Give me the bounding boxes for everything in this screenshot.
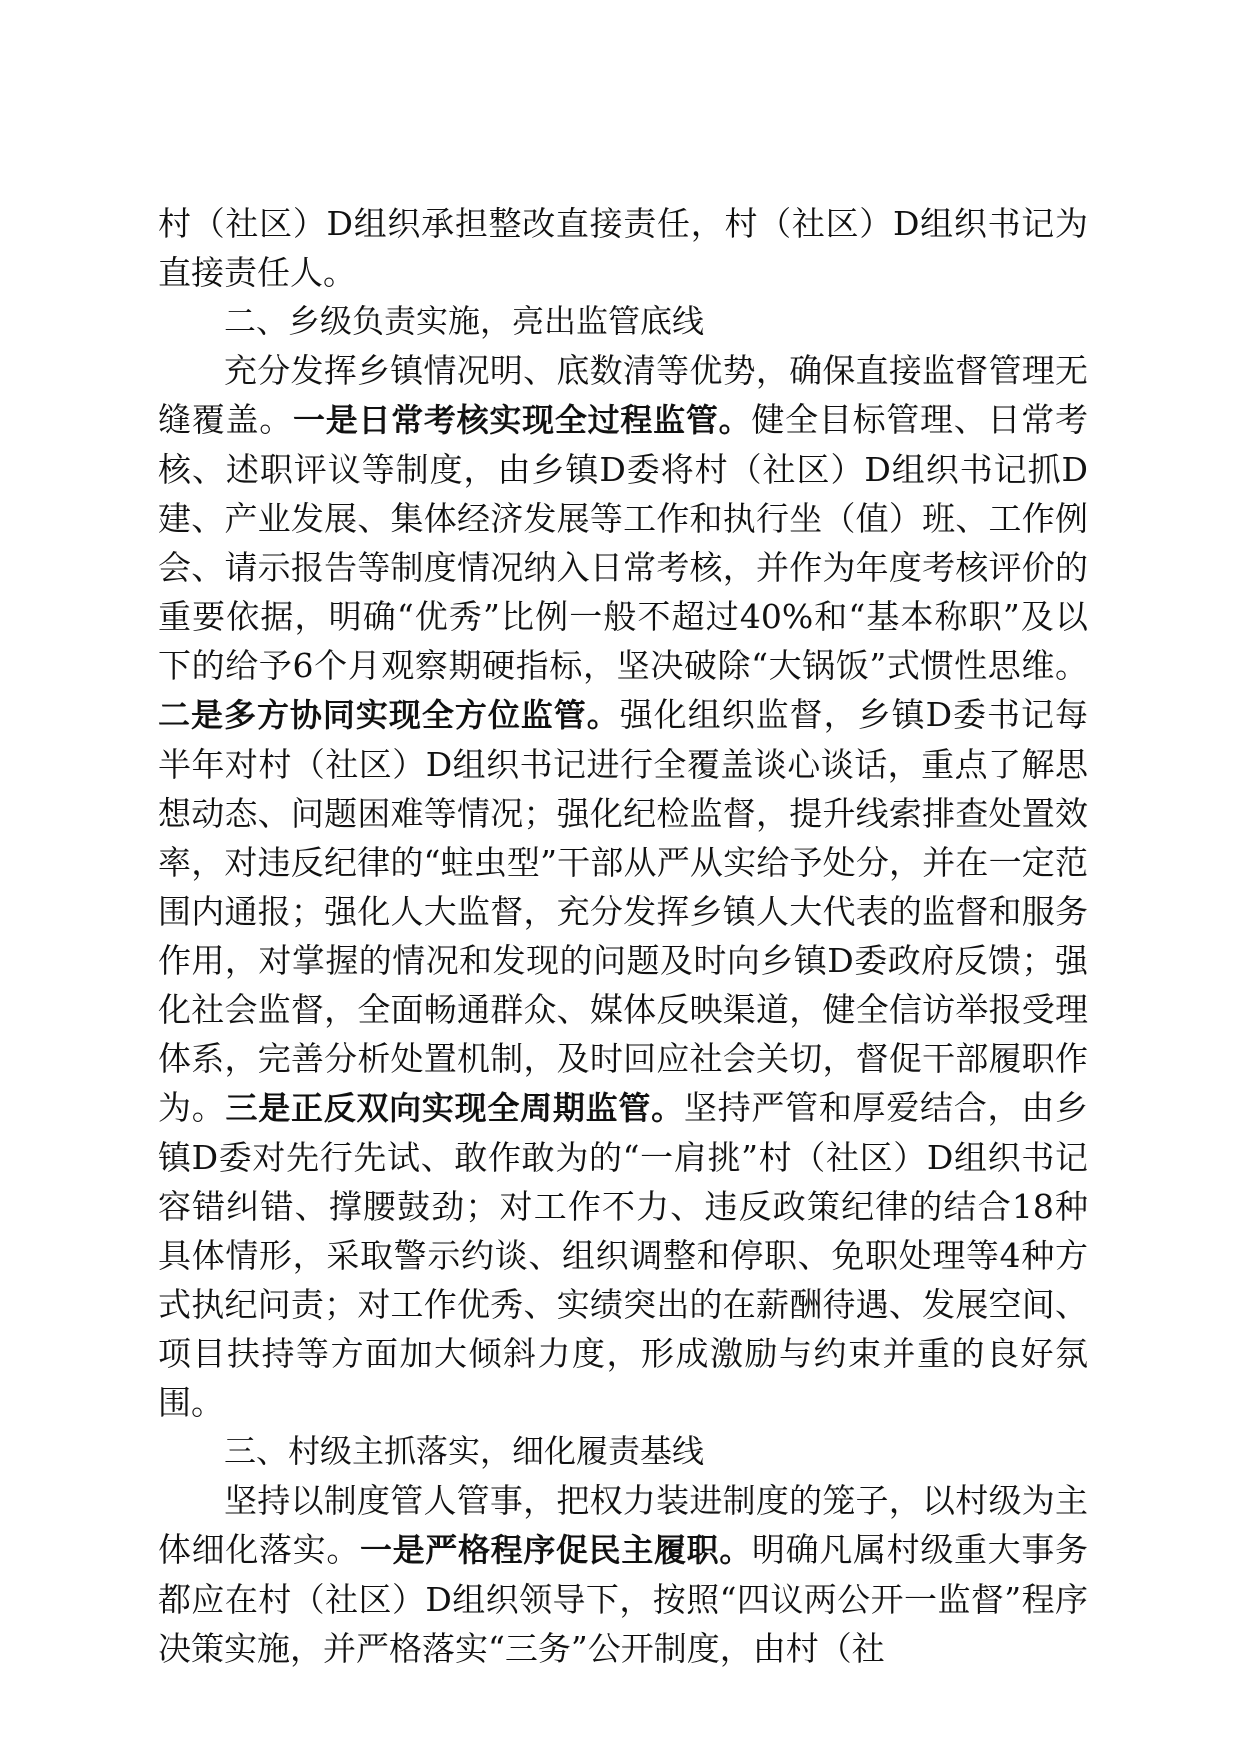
paragraph-text: 村（社区）D组织承担整改直接责任，村（社区）D组织书记为直接责任人。 (158, 204, 1088, 292)
paragraph-text: 明确凡属村级重大事务都应在村（社区）D组织领导下，按照“四议两公开一监督”程序决策实施，并严格落实“三务”公开制度，由村（社 (158, 1530, 1088, 1668)
document-page (158, 199, 1088, 1673)
paragraph-text: 坚持以制度管人管事，把权力装进制度的笼子，以村级为主体细化落实。 (158, 1481, 1088, 1569)
paragraph-text: 强化组织监督，乡镇D委书记每半年对村（社区）D组织书记进行全覆盖谈心谈话，重点了解思想动态、问题困难等情况；强化纪检监督，提升线索排查处置效率，对违反纪律的“蛀虫型”干部从严从实给予处分，并在一定范围内通报；强化人大监督，充分发挥乡镇人大代表的监督和服务作用，对掌握的情况和发现的问题及时向乡镇D委政府反馈；强化社会监督，全面畅通群众、媒体反映渠道，健全信访举报受理体系，完善分析处置机制，及时回应社会关切，督促干部履职作为。 (158, 695, 1088, 1127)
paragraph-village-implementation (158, 1476, 1088, 1673)
section-heading-three: 三、村级主抓落实，细化履责基线 (224, 1432, 705, 1470)
paragraph-text: 坚持严管和厚爱结合，由乡镇D委对先行先试、敢作敢为的“一肩挑”村（社区）D组织书记容错纠错、撑腰鼓劲；对工作不力、违反政策纪律的结合18种具体情形，采取警示约谈、组织调整和停职、免职处理等4种方式执纪问责；对工作优秀、实绩突出的在薪酬待遇、发展空间、项目扶持等方面加大倾斜力度，形成激励与约束并重的良好氛围。 (158, 1088, 1089, 1422)
bold-point-three: 三是正反双向实现全周期监管。 (225, 1089, 684, 1127)
paragraph-text: 健全目标管理、日常考核、述职评议等制度，由乡镇D委将村（社区）D组织书记抓D建、产业发展、集体经济发展等工作和执行坐（值）班、工作例会、请示报告等制度情况纳入日常考核，并作为年度考核评价的重要依据，明确“优秀”比例一般不超过40%和“基本称职”及以下的给予6个月观察期硬指标，坚决破除“大锅饭”式惯性思维。 (158, 400, 1089, 685)
section-heading-two: 二、乡级负责实施，亮出监管底线 (224, 302, 705, 340)
bold-point-two: 二是多方协同实现全方位监管。 (158, 696, 620, 734)
paragraph-text: 充分发挥乡镇情况明、底数清等优势，确保直接监督管理无缝覆盖。 (158, 351, 1088, 439)
bold-point-one: 一是严格程序促民主履职。 (360, 1531, 752, 1569)
bold-point-one: 一是日常考核实现全过程监管。 (292, 401, 752, 439)
paragraph-township-supervision (158, 346, 1088, 1427)
paragraph-continued (158, 199, 1088, 297)
